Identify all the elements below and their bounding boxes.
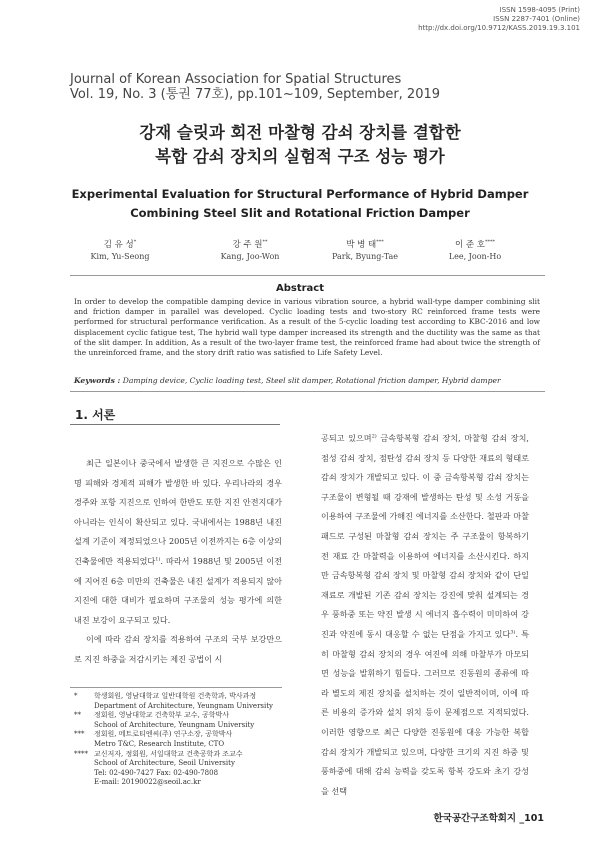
footnote-3-mark: *** bbox=[74, 730, 85, 739]
footnote-2-line2: School of Architecture, Yeungnam University bbox=[94, 720, 255, 729]
body-right-p1-tail: . 특히 마찰형 감쇠 장치의 경우 여진에 의해 마찰부가 마모되면 성능을 발휘하기 힘들다. 그러므로 진동원의 종류에 따라 별도의 제진 장치를 설치하는 것이 일반적이며, 이에 따른 비용의 증가와 설치 위치 등이 문제점으로 지적되었다. 이러한 영향으로 최근 다양한 진동원에 대응 가능한 복합 감쇠 장치가 개발되고 있으며, 다양한 크기의 지진 하중 및 풍하중에 대해 감쇠 능력을 갖도록 항복 강도와 초기 강성을 선택 bbox=[321, 628, 530, 796]
korean-title-line2: 복합 감쇠 장치의 실험적 구조 성능 평가 bbox=[155, 147, 445, 166]
footnote-divider bbox=[70, 687, 282, 688]
volume-line: Vol. 19, No. 3 (통권 77호), pp.101~109, September, 2019 bbox=[70, 87, 441, 102]
author-2-ko: 강 주 원 bbox=[232, 239, 263, 250]
author-2 bbox=[185, 236, 315, 263]
body-right-paragraph-1 bbox=[321, 429, 529, 801]
body-right-p1-text: 금속항복형 감쇠 장치, 마찰형 감쇠 장치, 점성 감쇠 장치, 점탄성 감쇠 장치 등 다양한 재료의 형태로 감쇠 장치가 개발되고 있다. 이 중 금속항복형 감쇠 장치는 구조물이 변형될 때 강재에 발생하는 탄성 및 소성 거동을 이용하여 구조물에 가해진 에너지를 소산한다. 철판과 마찰 패드로 구성된 마찰형 감쇠 장치는 주 구조물이 항복하기 전 재료 간 마찰력을 이용하여 에너지를 소산시킨다. 하지만 금속항복형 감쇠 장치 및 마찰형 감쇠 장치와 같이 단일 재료로 개발된 기존 감쇠 장치는 강진에 맞춰 설계되는 경우 풍하중 또는 약진 발생 시 에너지 흡수력이 미미하여 강진과 약진에 동시 대응할 수 없는 단점을 가지고 있다 bbox=[321, 433, 529, 639]
footnote-3-line1: 정회원, 메트로티엔씨(주) 연구소장, 공학박사 bbox=[94, 730, 233, 739]
footnote-1-mark: * bbox=[74, 692, 78, 700]
footnote-4-mark: **** bbox=[74, 749, 88, 758]
footnote-2-mark: ** bbox=[74, 711, 81, 720]
journal-name: Journal of Korean Association for Spatial Structures bbox=[70, 72, 402, 87]
keywords-label: Keywords : bbox=[74, 376, 121, 385]
abstract-divider-top bbox=[70, 275, 545, 276]
body-right-column bbox=[321, 429, 529, 801]
author-1 bbox=[55, 236, 185, 263]
author-3-en: Park, Byung-Tae bbox=[331, 251, 398, 261]
body-left-paragraph-2: 이에 따라 감쇠 장치를 적용하여 구조의 국부 보강만으로 지진 하중을 저감시키는 제진 공법이 시 bbox=[74, 634, 282, 664]
author-1-mark: * bbox=[133, 239, 137, 245]
abstract-text: In order to develop the compatible damping device in various vibration source, a hybrid wall-type damper combining slit and friction damper in parallel was developed. Cyclic loading tests and two-story RC reinforced frame tests were performed for structural performance verification. As a result of the 5-cyclic loading test according to KBC-2016 and low displacement cyclic fatigue test, The hybrid wall type damper increased its strength and the ductility was the same as that of the slit damper. In addition, As a result of the two-layer frame test, the reinforced frame had about twice the strength of the unreinforced frame, and the story drift ratio was satisfied to Life Safety Level. bbox=[74, 297, 540, 358]
korean-title-line1: 강재 슬릿과 회전 마찰형 감쇠 장치를 결합한 bbox=[139, 123, 461, 142]
author-1-en: Kim, Yu-Seong bbox=[90, 251, 150, 261]
issn-print: ISSN 1598-4095 (Print) bbox=[499, 6, 580, 14]
body-left-p1-text: 최근 일본이나 중국에서 발생한 큰 지진으로 수많은 인명 피해와 경제적 피해가 발생한 바 있다. 우리나라의 경우 경주와 포항 지진으로 인하여 한반도 또한 지진 안전지대가 아니라는 인식이 확산되고 있다. 국내에서는 1988년 내진 설계 기준이 제정되었으나 2005년 이전까지는 6층 이상의 건축물에만 적용되었다 bbox=[74, 458, 282, 566]
footnote-4-email[interactable]: E-mail: 20190022@seoil.ac.kr bbox=[94, 778, 201, 787]
author-4-mark: **** bbox=[485, 239, 496, 245]
footnote-1 bbox=[74, 692, 286, 711]
keywords-list: Damping device, Cyclic loading test, Steel slit damper, Rotational friction damper, Hybrid damper bbox=[122, 376, 501, 385]
korean-title bbox=[0, 121, 600, 169]
journal-header bbox=[70, 72, 440, 102]
footnote-4-line1: 교신저자, 정회원, 서일대학교 건축공학과 조교수 bbox=[94, 749, 243, 758]
english-title bbox=[0, 185, 600, 223]
keywords-line bbox=[74, 376, 544, 386]
abstract-heading: Abstract bbox=[275, 283, 325, 294]
body-right-p1-head: 공되고 있으며 bbox=[321, 433, 372, 443]
issn-block bbox=[418, 6, 580, 33]
section-heading: 1. 서론 bbox=[75, 408, 116, 422]
author-3-ko: 박 병 태 bbox=[346, 239, 377, 250]
citation-ref: 1) bbox=[155, 556, 161, 563]
english-title-line2: Combining Steel Slit and Rotational Friction Damper bbox=[130, 206, 470, 220]
author-4 bbox=[410, 236, 540, 263]
footnote-2 bbox=[74, 711, 286, 730]
footnote-1-line1: 학생회원, 영남대학교 일반대학원 건축학과, 박사과정 bbox=[94, 692, 257, 700]
author-1-ko: 김 유 성 bbox=[103, 239, 134, 250]
footnote-3-line2: Metro T&C, Research Institute, CTO bbox=[94, 739, 225, 748]
english-title-line1: Experimental Evaluation for Structural Performance of Hybrid Damper bbox=[71, 187, 529, 201]
body-left-p1-tail: . 따라서 1988년 및 2005년 이전에 지어진 6층 미만의 건축물은 내진 설계가 적용되지 않아 지진에 대한 대비가 필요하며 구조물의 성능 평가에 의한 내진 보강이 요구되고 있다. bbox=[74, 555, 282, 625]
citation-ref: 3) bbox=[510, 629, 516, 636]
author-3-mark: *** bbox=[376, 239, 384, 245]
body-left-column bbox=[74, 454, 282, 670]
footnote-2-line1: 정회원, 영남대학교 건축학부 교수, 공학박사 bbox=[94, 711, 230, 720]
author-4-ko: 이 준 호 bbox=[454, 239, 486, 250]
author-4-en: Lee, Joon-Ho bbox=[448, 251, 502, 261]
footnote-1-line2: Department of Architecture, Yeungnam University bbox=[94, 701, 274, 710]
footnote-4-line2: School of Architecture, Seoil University bbox=[94, 759, 235, 768]
citation-ref: 2) bbox=[371, 433, 377, 440]
section-divider bbox=[70, 424, 280, 425]
issn-online: ISSN 2287-7401 (Online) bbox=[493, 15, 580, 23]
footnotes bbox=[74, 692, 286, 788]
author-2-mark: ** bbox=[262, 239, 268, 245]
body-left-paragraph-1 bbox=[74, 454, 282, 630]
doi-link[interactable]: http://dx.doi.org/10.9712/KASS.2019.19.3.101 bbox=[418, 24, 580, 32]
footnote-4-line3: Tel: 02-490-7427 Fax: 02-490-7808 bbox=[94, 768, 219, 777]
footnote-3 bbox=[74, 730, 286, 749]
author-2-en: Kang, Joo-Won bbox=[220, 251, 280, 261]
abstract-divider-bottom bbox=[70, 391, 545, 392]
page-footer: 한국공간구조학회지 _101 bbox=[433, 813, 544, 824]
footnote-4 bbox=[74, 750, 286, 788]
